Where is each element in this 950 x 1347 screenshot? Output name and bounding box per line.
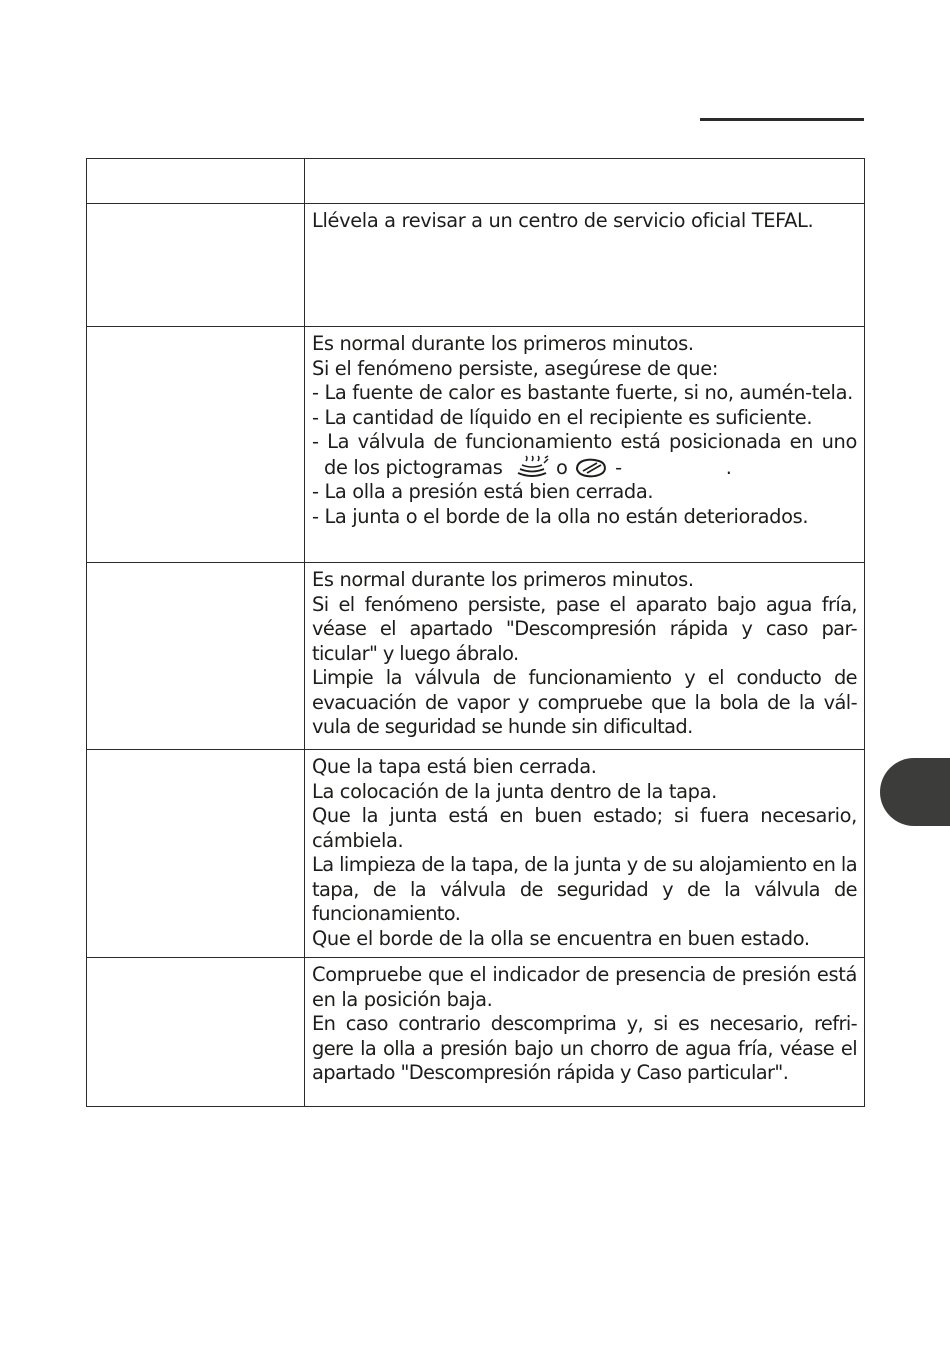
solution-text: La limpieza de la tapa, de la junta y de su alojamiento en la tapa, de la válvula de seguridad y de la válvula de funcionamiento. [312,853,857,925]
solution-text: Es normal durante los primeros minutos. [312,568,694,591]
solution-text: En caso contrario descomprima y, si es necesario, refri-gere la olla a presión bajo un chorro de agua fría, véase el apartado "Descompresión rápida y Caso particular". [312,1012,857,1084]
bullet-item [312,430,857,480]
table-row [87,204,865,327]
solution-text: Es normal durante los primeros minutos. [312,332,694,355]
solution-text: Llévela a revisar a un centro de servicio oficial TEFAL. [312,209,814,232]
top-rule [700,118,864,121]
solution-text: Limpie la válvula de funcionamiento y el conducto de evacuación de vapor y compruebe que la bola de la vál-vula de seguridad se hunde sin dificultad. [312,666,857,738]
pictogram-suffix: - [615,455,622,479]
meat-icon [573,455,609,479]
steam-vegetables-icon [514,455,550,479]
header-problem-cell [87,159,305,204]
table-header-row [87,159,865,204]
pictogram-connector: o [555,455,568,479]
pictogram-suffix: . [725,455,732,479]
troubleshooting-table [86,158,865,1107]
header-solution-cell [305,159,865,204]
section-tab [880,758,950,826]
solution-text: Que la junta está en buen estado; si fuera necesario, cámbiela. [312,804,857,852]
solution-text: Si el fenómeno persiste, asegúrese de que: [312,356,718,380]
bullet-text: - La válvula de funcionamiento está posicionada en uno de los pictogramas [312,430,857,479]
bullet-item: - La olla a presión está bien cerrada. [312,480,654,503]
solution-text: Que el borde de la olla se encuentra en buen estado. [312,926,810,950]
bullet-item: - La cantidad de líquido en el recipiente es suficiente. [312,405,813,429]
solution-cell [305,563,865,750]
solution-cell [305,327,865,563]
solution-cell [305,958,865,1107]
problem-cell [87,327,305,563]
problem-cell [87,958,305,1107]
solution-text: Si el fenómeno persiste, pase el aparato bajo agua fría, véase el apartado "Descompresión rápida y caso par-ticular" y luego ábralo. [312,592,857,665]
solution-text: Que la tapa está bien cerrada. [312,755,597,778]
bullet-item: - La fuente de calor es bastante fuerte, si no, aumén-tela. [312,381,853,404]
solution-cell [305,204,865,327]
table-row [87,563,865,750]
problem-cell [87,750,305,958]
solution-text: La colocación de la junta dentro de la tapa. [312,779,717,803]
problem-cell [87,204,305,327]
table-row [87,327,865,563]
table-row [87,750,865,958]
table-row [87,958,865,1107]
problem-cell [87,563,305,750]
bullet-item: - La junta o el borde de la olla no están deteriorados. [312,504,809,528]
solution-cell [305,750,865,958]
solution-text: Compruebe que el indicador de presencia de presión está en la posición baja. [312,963,857,1011]
